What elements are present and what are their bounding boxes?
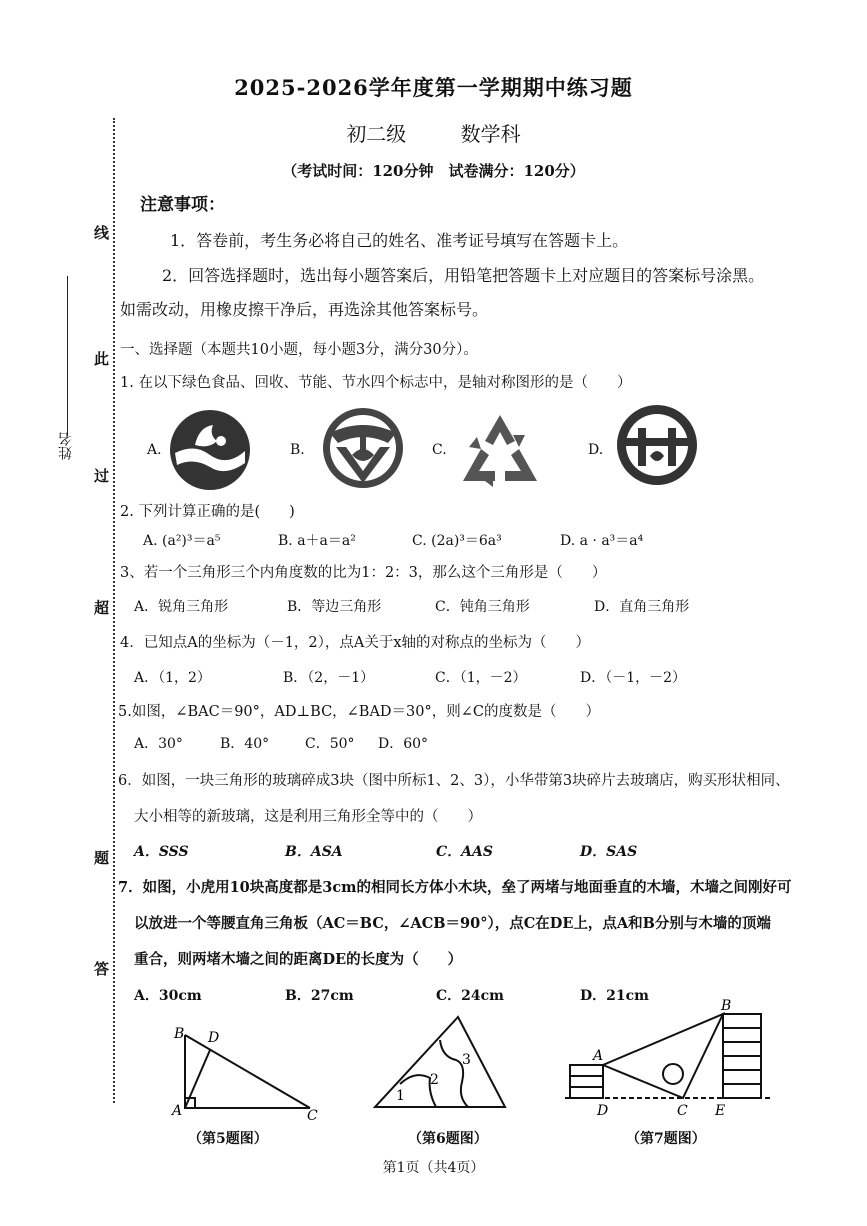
q2-option-a: A. (a²)³＝a⁵ [143,533,221,549]
recycling-logo-icon [318,403,408,493]
exam-subtitle [0,118,867,147]
fig7-set-square [603,1014,723,1098]
water-saving-logo-icon [612,400,702,490]
name-write-line [67,276,68,436]
q3-option-b: B．等边三角形 [287,599,382,615]
q6-option-a: A．SSS [134,844,189,860]
fig6-triangle [375,1017,505,1107]
notice-item-2-line2: 如需改动，用橡皮擦干净后，再选涂其他答案标号。 [120,300,489,319]
binding-char: 过 [94,467,110,485]
q6-option-c: C．AAS [436,844,493,860]
question-3-stem: 3、若一个三角形三个内角度数的比为1：2：3，那么这个三角形是（ ） [120,565,607,581]
q5-option-b: B．40° [220,736,270,752]
fig5-label-d: D [208,1030,220,1046]
fig6-crack-2 [440,1040,468,1107]
energy-saving-logo-icon [455,405,545,495]
figure-7-diagram [565,998,775,1123]
q1-label-b: B. [290,442,305,458]
question-7-stem-line2: 以放进一个等腰直角三角板（AC＝BC，∠ACB＝90°），点C在DE上，点A和B分别与木墙的顶端 [134,915,771,932]
name-label: 姓名 [58,432,74,460]
q6-option-d: D．SAS [580,844,638,860]
fig5-side-bc [185,1035,310,1108]
notice-item-2-line1: 2．回答选择题时，选出每小题答案后，用铅笔把答题卡上对应题目的答案标号涂黑。 [162,266,765,285]
fig7-label-e: E [715,1103,726,1119]
grade-label: 初二级 [346,122,407,146]
q3-option-a: A．锐角三角形 [134,599,229,615]
question-6-stem-line2: 大小相等的新玻璃，这是利用三角形全等中的（ ） [134,809,482,825]
fig7-set-square-hole [663,1064,683,1084]
exam-title: 2025-2026学年度第一学期期中练习题 [234,75,633,100]
question-7-stem-line3: 重合，则两堵木墙之间的距离DE的长度为（ ） [134,951,463,968]
notice-heading: 注意事项： [140,195,225,215]
binding-char: 题 [94,849,110,867]
fig7-left-wall [570,1065,603,1098]
binding-dotted-line [113,118,115,1103]
q6-option-b: B．ASA [285,844,343,860]
binding-char: 线 [94,224,110,242]
question-4-stem: 4．已知点A的坐标为（－1，2），点A关于x轴的对称点的坐标为（ ） [120,635,591,651]
page-number: 第1页（共4页） [382,1160,485,1176]
fig7-label-a: A [593,1048,604,1064]
question-6-stem-line1: 6．如图，一块三角形的玻璃碎成3块（图中所标1、2、3），小华带第3块碎片去玻璃店，购买形状相同、 [118,773,790,789]
fig5-label-a: A [172,1103,183,1119]
q1-label-a: A. [147,442,162,458]
q3-option-d: D．直角三角形 [594,599,690,615]
fig5-altitude-ad [185,1050,210,1108]
q4-option-d: D．（－1，－2） [580,670,687,686]
question-1-stem: 1. 在以下绿色食品、回收、节能、节水四个标志中，是轴对称图形的是（ ） [120,375,632,391]
green-food-logo-icon [165,405,255,495]
figure-6-diagram [370,1012,520,1112]
figure-6-caption: （第6题图） [408,1131,488,1147]
exam-info: （考试时间：120分钟 试卷满分：120分） [282,162,585,180]
fig7-label-b: B [721,998,732,1014]
fig7-label-d: D [597,1103,609,1119]
q7-option-d: D．21cm [580,988,649,1004]
binding-char: 此 [94,350,110,368]
fig7-label-c: C [677,1103,688,1119]
fig6-label-3: 3 [462,1052,471,1068]
binding-char: 超 [94,599,110,617]
q1-label-c: C. [432,442,447,458]
question-7-stem-line1: 7．如图，小虎用10块高度都是3cm的相同长方体小木块，垒了两堵与地面垂直的木墙，木墙之间刚好可 [118,879,792,896]
figure-5-diagram [160,1020,335,1120]
section-heading: 一、选择题（本题共10小题，每小题3分，满分30分）。 [120,342,478,358]
q4-option-b: B．（2，－1） [283,670,375,686]
subject-label: 数学科 [460,122,521,146]
q7-option-c: C．24cm [436,988,504,1004]
q5-option-d: D．60° [378,736,429,752]
q5-option-c: C．50° [305,736,355,752]
figure-5-caption: （第5题图） [188,1131,268,1147]
q4-option-c: C．（1，－2） [435,670,527,686]
fig5-label-b: B [174,1026,185,1042]
fig6-label-1: 1 [396,1088,405,1104]
q7-option-a: A．30cm [134,988,202,1004]
figure-7-caption: （第7题图） [626,1131,706,1147]
q7-option-b: B．27cm [285,988,354,1004]
notice-item-1: 1．答卷前，考生务必将自己的姓名、准考证号填写在答题卡上。 [170,231,629,250]
question-2-stem: 2. 下列计算正确的是( ) [120,504,295,520]
q2-option-c: C. (2a)³＝6a³ [412,533,502,549]
q2-option-d: D. a · a³＝a⁴ [560,533,644,549]
q5-option-a: A．30° [134,736,183,752]
binding-char: 答 [94,960,110,978]
q1-label-d: D. [588,442,604,458]
q3-option-c: C．钝角三角形 [435,599,530,615]
fig6-label-2: 2 [430,1072,439,1088]
question-5-stem: 5.如图，∠BAC＝90°，AD⊥BC，∠BAD＝30°，则∠C的度数是（ ） [118,704,601,720]
q4-option-a: A．（1，2） [134,670,211,686]
q2-option-b: B. a＋a＝a² [278,533,356,549]
fig5-label-c: C [307,1108,318,1120]
